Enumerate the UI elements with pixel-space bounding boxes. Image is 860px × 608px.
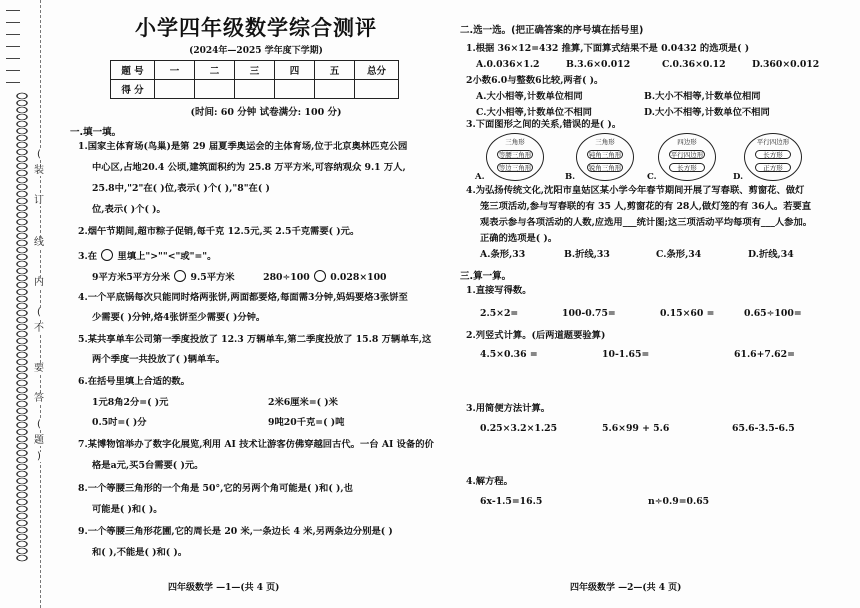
question-1-line2: 中心区,占地20.4 公顷,建筑面积约为 25.8 万平方米,可容纳观众 9.1 万人, xyxy=(92,162,406,173)
binding-rule xyxy=(6,58,20,59)
circle-blank-icon xyxy=(101,249,113,261)
choice-option: D.大小不相等,计数单位不相同 xyxy=(644,107,770,118)
choice-question-4-line2: 笼三项活动,参与写春联的有 35 人,剪窗花的有 28人,做灯笼的有 36人。若要直 xyxy=(480,201,812,212)
question-1-line4: 位,表示( )个( )。 xyxy=(92,204,166,215)
page-2 xyxy=(452,0,852,608)
binding-rule xyxy=(6,70,20,71)
cut-char: 内 xyxy=(30,278,48,288)
calc-item: 10-1.65= xyxy=(602,349,650,360)
cut-mark: ) xyxy=(30,452,48,462)
page-2-footer: 四年级数学 —2—(共 4 页) xyxy=(570,583,682,593)
cut-mark: ( xyxy=(30,150,48,160)
compare-item: 280÷100 xyxy=(263,272,310,283)
binding-margin xyxy=(0,0,48,608)
question-2: 2.烟午节期间,超市粽子促销,每千克 12.5元,买 2.5千克需要( )元。 xyxy=(78,226,360,237)
choice-option: A.大小相等,计数单位相同 xyxy=(476,91,583,102)
cut-char: 不 xyxy=(30,324,48,334)
question-9-line1: 9.一个等腰三角形花圃,它的周长是 20 米,一条边长 4 米,另两条边分别是( ) xyxy=(78,526,393,537)
calc-part-1-heading: 1.直接写得数。 xyxy=(466,285,532,296)
section-2-heading: 二.选一选。(把正确答案的序号填在括号里) xyxy=(460,25,644,36)
score-cell: 一 xyxy=(155,61,195,80)
choice-question-1: 1.根据 36×12=432 推算,下面算式结果不是 0.0432 的选项是( ) xyxy=(466,43,750,54)
fig-inner-label: 长方形 xyxy=(669,163,705,172)
calc-part-3-heading: 3.用简便方法计算。 xyxy=(466,403,551,414)
question-3-items xyxy=(92,270,387,283)
cut-char: 要 xyxy=(30,364,48,374)
question-6: 6.在括号里填上合适的数。 xyxy=(78,376,190,387)
fig-middle-label: 等腰三角形 xyxy=(498,151,532,159)
score-input[interactable] xyxy=(355,80,399,99)
binding-rings xyxy=(14,92,30,562)
binding-rule xyxy=(6,22,20,23)
choice-option: B.大小不相等,计数单位相同 xyxy=(644,91,761,102)
score-cell: 得 分 xyxy=(111,80,155,99)
choice-option: C.0.36×0.12 xyxy=(662,59,726,70)
venn-figure-c xyxy=(647,133,716,182)
choice-question-4-line3: 观表示参与各项活动的人数,应选用___统计图;这三项活动平均每项有___人参加。 xyxy=(480,217,813,228)
question-6d: 9吨20千克=( )吨 xyxy=(268,417,345,428)
fig-option-label: D. xyxy=(733,172,744,182)
section-1-heading: 一.填一填。 xyxy=(70,127,122,138)
question-3 xyxy=(78,249,216,262)
compare-item: 0.028×100 xyxy=(330,272,387,283)
choice-option: C.大小相等,计数单位不相同 xyxy=(476,107,592,118)
equation-item: 6x-1.5=16.5 xyxy=(480,496,543,507)
choice-option: C.条形,34 xyxy=(656,249,702,260)
compare-circle[interactable] xyxy=(174,270,186,282)
question-9-line2: 和( ),不能是( )和( )。 xyxy=(92,547,188,558)
question-4-line2: 少需要( )分钟,烙4张饼至少需要( )分钟。 xyxy=(92,312,266,323)
question-1-line1: 1.国家主体育场(鸟巢)是第 29 届夏季奥运会的主体育场,位于北京奥林匹克公园 xyxy=(78,141,408,152)
fig-option-label: C. xyxy=(647,172,657,182)
fig-option-label: A. xyxy=(475,172,485,182)
binding-rule xyxy=(6,82,20,83)
choice-option: D.360×0.012 xyxy=(752,59,820,70)
exam-title: 小学四年级数学综合测评 xyxy=(135,16,377,40)
binding-rule xyxy=(6,10,20,11)
question-1-line3: 25.8中,"2"在( )位,表示( )个( ),"8"在( ) xyxy=(92,183,270,194)
choice-question-3: 3.下面图形之间的关系,错误的是( )。 xyxy=(466,119,622,130)
score-input[interactable] xyxy=(275,80,315,99)
equation-item: n÷0.9=0.65 xyxy=(648,496,710,507)
score-cell: 四 xyxy=(275,61,315,80)
calc-part-4-heading: 4.解方程。 xyxy=(466,476,513,487)
score-value-row xyxy=(111,80,399,99)
question-6b: 2米6厘米=( )米 xyxy=(268,397,338,408)
calc-item: 61.6+7.62= xyxy=(734,349,795,360)
section-3-heading: 三.算一算。 xyxy=(460,271,512,282)
score-table xyxy=(110,60,399,99)
choice-question-4-line4: 正确的选项是( )。 xyxy=(480,233,558,244)
fig-outer-label: 平行四边形 xyxy=(756,138,790,146)
calc-part-2-heading: 2.列竖式计算。(后两道题要验算) xyxy=(466,330,606,341)
question-6a: 1元8角2分=( )元 xyxy=(92,397,169,408)
question-5-line2: 两个季度一共投放了( )辆单车。 xyxy=(92,354,225,365)
calc-item: 65.6-3.5-6.5 xyxy=(732,423,795,434)
score-input[interactable] xyxy=(235,80,275,99)
fig-outer-label: 三角形 xyxy=(505,138,525,146)
compare-item: 9.5平方米 xyxy=(190,272,235,283)
compare-circle[interactable] xyxy=(314,270,326,282)
calc-item: 5.6×99 + 5.6 xyxy=(602,423,670,434)
question-4-line1: 4.一个平底锅每次只能同时烙两张饼,两面都要烙,每面需3分钟,妈妈要烙3张饼至 xyxy=(78,292,408,303)
calc-item: 0.65÷100= xyxy=(744,308,802,319)
choice-question-4-line1: 4.为弘扬传统文化,沈阳市皇姑区某小学今年春节期间开展了写春联、剪窗花、做灯 xyxy=(466,185,805,196)
score-input[interactable] xyxy=(155,80,195,99)
fig-outer-label: 三角形 xyxy=(595,138,615,146)
fig-inner-label: 正方形 xyxy=(755,163,791,172)
calc-item: 2.5×2= xyxy=(480,308,519,319)
venn-figure-d xyxy=(733,133,802,182)
score-cell: 总分 xyxy=(355,61,399,80)
cut-char: 装 xyxy=(30,166,48,176)
venn-figure-b xyxy=(565,133,634,182)
choice-option: A.条形,33 xyxy=(480,249,526,260)
cut-char: 线 xyxy=(30,238,48,248)
question-8-line1: 8.一个等腰三角形的一个角是 50°,它的另两个角可能是( )和( ),也 xyxy=(78,483,353,494)
calc-item: 100-0.75= xyxy=(562,308,616,319)
question-6c: 0.5吋=( )分 xyxy=(92,417,147,428)
score-cell: 三 xyxy=(235,61,275,80)
choice-option: B.折线,33 xyxy=(564,249,610,260)
fig-middle-label: 平行四边形 xyxy=(670,151,704,159)
choice-question-2: 2小数6.0与整数6比较,两者( )。 xyxy=(466,75,604,86)
page-1 xyxy=(56,0,436,608)
cut-char: 订 xyxy=(30,196,48,206)
venn-figure-a xyxy=(475,133,544,182)
compare-item: 9平方米5平方分米 xyxy=(92,272,171,283)
fig-outer-label: 四边形 xyxy=(677,138,697,146)
fig-option-label: B. xyxy=(565,172,576,182)
fig-middle-label: 长方形 xyxy=(755,150,791,159)
calc-item: 0.15×60 = xyxy=(660,308,715,319)
binding-rule xyxy=(6,34,20,35)
fig-inner-label: 等边三角形 xyxy=(498,164,532,172)
score-cell: 五 xyxy=(315,61,355,80)
cut-char: 答 xyxy=(30,394,48,404)
score-input[interactable] xyxy=(195,80,235,99)
choice-option: A.0.036×1.2 xyxy=(476,59,540,70)
question-7-line2: 格是a元,买5台需要( )元。 xyxy=(92,460,204,471)
cut-char: 题 xyxy=(30,436,48,446)
question-7-line1: 7.某博物馆举办了数字化展览,利用 AI 技术让游客仿佛穿越回古代。一台 AI 设备的价 xyxy=(78,439,434,450)
cut-mark: ( xyxy=(30,420,48,430)
question-8-line2: 可能是( )和( )。 xyxy=(92,504,163,515)
score-cell: 二 xyxy=(195,61,235,80)
cut-mark: ( xyxy=(30,308,48,318)
page-1-footer: 四年级数学 —1—(共 4 页) xyxy=(168,583,280,593)
calc-item: 0.25×3.2×1.25 xyxy=(480,423,558,434)
fig-inner-label: 锐角三角形 xyxy=(588,164,622,172)
binding-rule xyxy=(6,46,20,47)
question-3-suffix: 里填上">""<"或"="。 xyxy=(117,251,217,262)
cut-line xyxy=(40,0,41,608)
question-3-prefix: 3.在 xyxy=(78,251,98,262)
score-input[interactable] xyxy=(315,80,355,99)
score-cell: 题 号 xyxy=(111,61,155,80)
score-header-row xyxy=(111,61,399,80)
choice-option: D.折线,34 xyxy=(748,249,794,260)
question-5-line1: 5.某共享单车公司第一季度投放了 12.3 万辆单车,第二季度投放了 15.8 万辆单车,这 xyxy=(78,334,432,345)
exam-meta: (时间: 60 分钟 试卷满分: 100 分) xyxy=(190,107,342,118)
calc-item: 4.5×0.36 = xyxy=(480,349,538,360)
fig-middle-label: 钝角三角形 xyxy=(588,151,622,159)
exam-subtitle: (2024年—2025 学年度下学期) xyxy=(189,46,323,56)
choice-option: B.3.6×0.012 xyxy=(566,59,631,70)
